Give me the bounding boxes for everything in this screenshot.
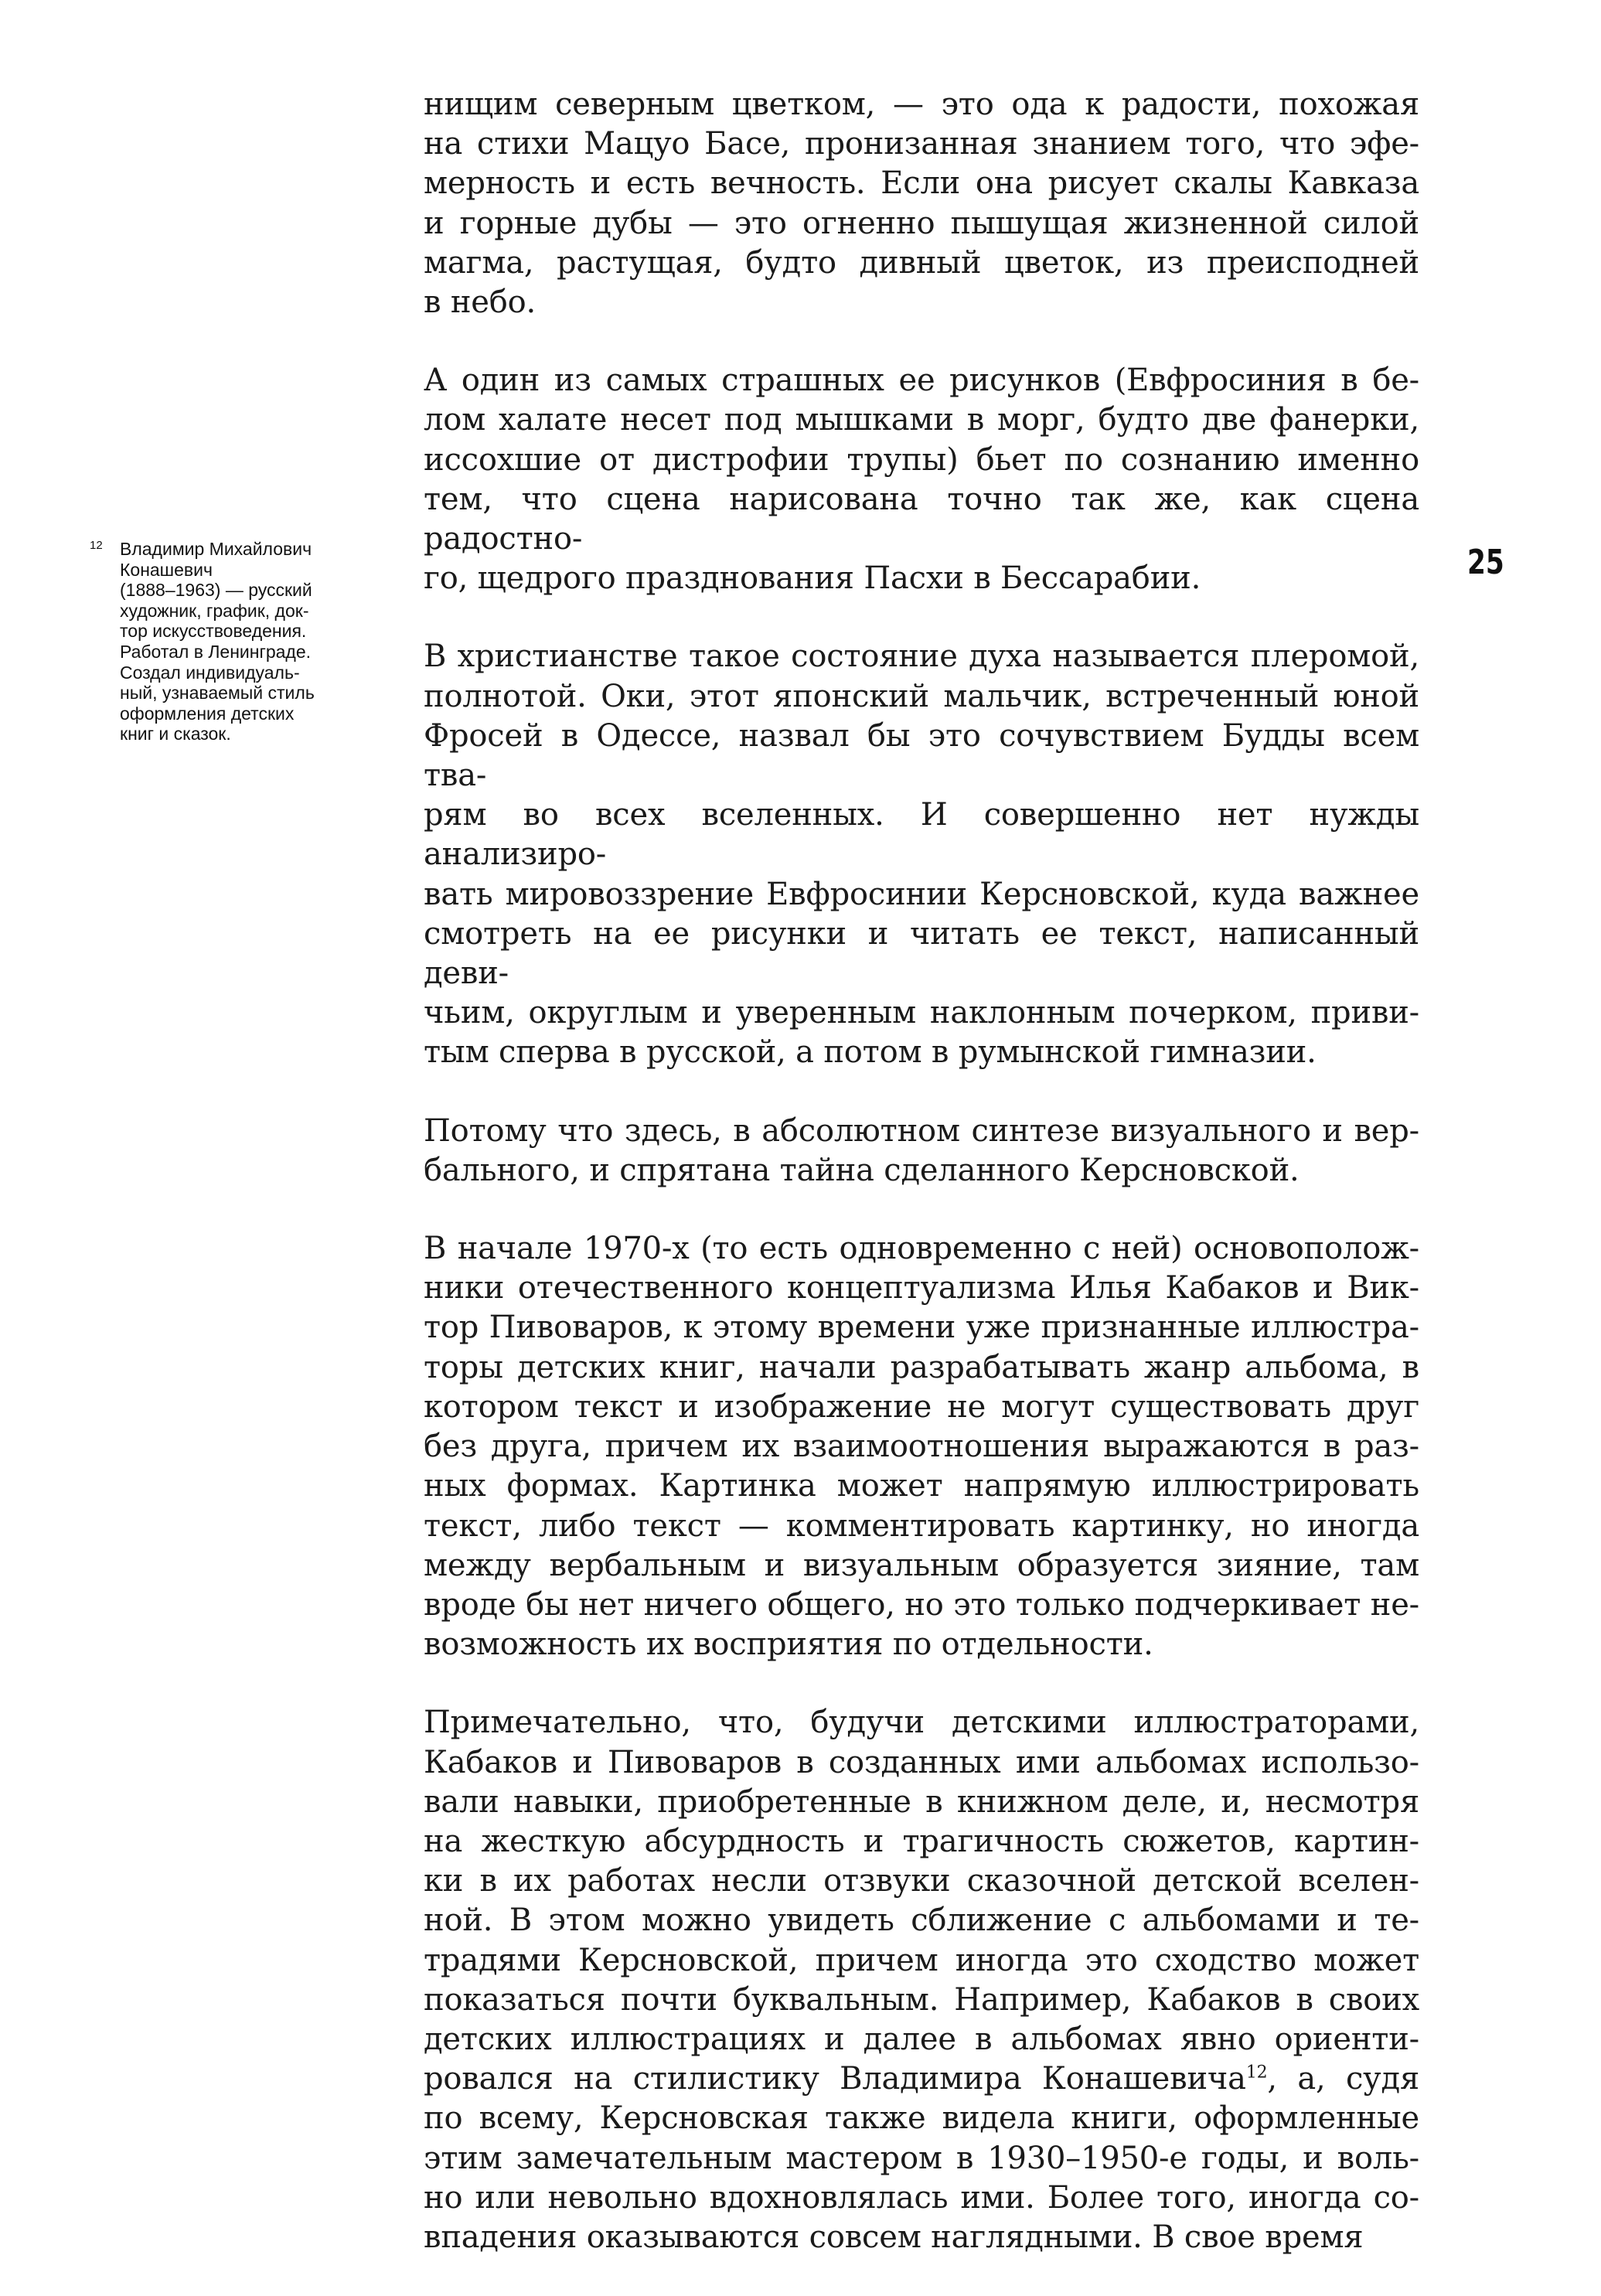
text-line: текст, либо текст — комментировать картинку, но иногда xyxy=(424,1507,1419,1544)
text-line: вали навыки, приобретенные в книжном деле, и, несмотря xyxy=(424,1783,1419,1820)
text-line: в небо. xyxy=(424,284,537,321)
text-line: вать мировоззрение Евфросинии Керсновской, куда важнее xyxy=(424,876,1419,912)
text-line: торы детских книг, начали разрабатывать жанр альбома, в xyxy=(424,1349,1419,1385)
text-line: А один из самых страшных ее рисунков (Евфросиния в бе- xyxy=(424,363,1419,399)
body-paragraph xyxy=(424,1112,1419,1191)
body-paragraph xyxy=(424,85,1419,322)
text-line: возможность их восприятия по отдельности. xyxy=(424,1627,1153,1663)
text-line: Кабаков и Пивоваров в созданных ими альбомах использо- xyxy=(424,1744,1419,1780)
text-line: по всему, Керсновская также видела книги, оформленные xyxy=(424,2100,1419,2137)
text-line: рям во всех вселенных. И совершенно нет нужды анализиро- xyxy=(424,797,1419,873)
text-line: тем, что сцена нарисована точно так же, как сцена радостно- xyxy=(424,481,1419,557)
text-line: котором текст и изображение не могут существовать друг xyxy=(424,1388,1419,1425)
text-line: между вербальным и визуальным образуется зияние, там xyxy=(424,1547,1419,1583)
text-line: Потому что здесь, в абсолютном синтезе визуального и вер- xyxy=(424,1112,1419,1149)
text-line: ных формах. Картинка может напрямую иллюстрировать xyxy=(424,1468,1419,1504)
text-line: на жесткую абсурдность и трагичность сюжетов, картин- xyxy=(424,1823,1419,1859)
text-line: но или невольно вдохновлялась ими. Более того, иногда со- xyxy=(424,2179,1419,2216)
text-line: показаться почти буквальным. Например, Кабаков в своих xyxy=(424,1981,1419,2018)
text-line: смотреть на ее рисунки и читать ее текст, написанный деви- xyxy=(424,915,1419,992)
text-line: и горные дубы — это огненно пышущая жизненной силой xyxy=(424,205,1419,241)
text-line: ровался на стилистику Владимира Конашевича$^{12}$, а, судя xyxy=(424,2061,1419,2097)
text-line: мерность и есть вечность. Если она рисует скалы Кавказа xyxy=(424,165,1419,202)
body-paragraph xyxy=(424,1703,1419,2257)
text-line: ки в их работах несли отзвуки сказочной детской вселен- xyxy=(424,1863,1419,1899)
page-number: 25 xyxy=(1467,543,1504,582)
text-line: бального, и спрятана тайна сделанного Керсновской. xyxy=(424,1152,1300,1188)
text-line: традями Керсновской, причем иногда это сходство может xyxy=(424,1942,1419,1978)
text-line: ники отечественного концептуализма Илья Кабаков и Вик- xyxy=(424,1270,1419,1306)
text-line: Фросей в Одессе, назвал бы это сочувствием Будды всем тва- xyxy=(424,717,1419,794)
sidenote-text: Владимир Михайлович Конашевич (1888–1963) — русский художник, график, док- тор искусствоведения. Работал в Ленинграде. Создал индивидуаль- ный, узнаваемый стиль оформления детских книг и сказок. xyxy=(120,539,315,744)
body-paragraph xyxy=(424,361,1419,598)
body-paragraph xyxy=(424,637,1419,1072)
text-line: детских иллюстрациях и далее в альбомах явно ориенти- xyxy=(424,2021,1419,2057)
text-line: В начале 1970-х (то есть одновременно с ней) основополож- xyxy=(424,1231,1419,1267)
sidenote-marker: 12 xyxy=(90,539,103,552)
text-line: вроде бы нет ничего общего, но это только подчеркивает не- xyxy=(424,1586,1419,1623)
text-line: без друга, причем их взаимоотношения выражаются в раз- xyxy=(424,1429,1419,1465)
footnote-trailing-text: , а, судя xyxy=(1267,2061,1419,2097)
text-line: Примечательно, что, будучи детскими иллюстраторами, xyxy=(424,1705,1419,1741)
text-line: тым сперва в русской, а потом в румынской гимназии. xyxy=(424,1034,1317,1071)
text-line: В христианстве такое состояние духа называется плеромой, xyxy=(424,639,1419,675)
body-paragraph xyxy=(424,1229,1419,1664)
text-line: го, щедрого празднования Пасхи в Бессарабии. xyxy=(424,560,1201,597)
sidenote xyxy=(90,539,399,744)
main-text-column xyxy=(424,85,1419,2296)
text-line: иссохшие от дистрофии трупы) бьет по сознанию именно xyxy=(424,441,1419,478)
text-line: нищим северным цветком, — это ода к радости, похожая xyxy=(424,87,1419,122)
text-line: тор Пивоваров, к этому времени уже признанные иллюстра- xyxy=(424,1310,1419,1346)
footnote-reference[interactable]: 12 xyxy=(1245,2063,1268,2083)
text-line: лом халате несет под мышками в морг, будто две фанерки, xyxy=(424,402,1419,438)
text-line: магма, растущая, будто дивный цветок, из преисподней xyxy=(424,244,1419,281)
text-line: полнотой. Оки, этот японский мальчик, встреченный юной xyxy=(424,678,1419,714)
text-line: на стихи Мацуо Басе, пронизанная знанием того, что эфе- xyxy=(424,126,1419,162)
text-line: ной. В этом можно увидеть сближение с альбомами и те- xyxy=(424,1903,1419,1939)
text-line: впадения оказываются совсем наглядными. В свое время xyxy=(424,2219,1364,2255)
text-line: этим замечательным мастером в 1930–1950-е годы, и воль- xyxy=(424,2140,1419,2176)
text-line: чьим, округлым и уверенным наклонным почерком, приви- xyxy=(424,995,1419,1031)
